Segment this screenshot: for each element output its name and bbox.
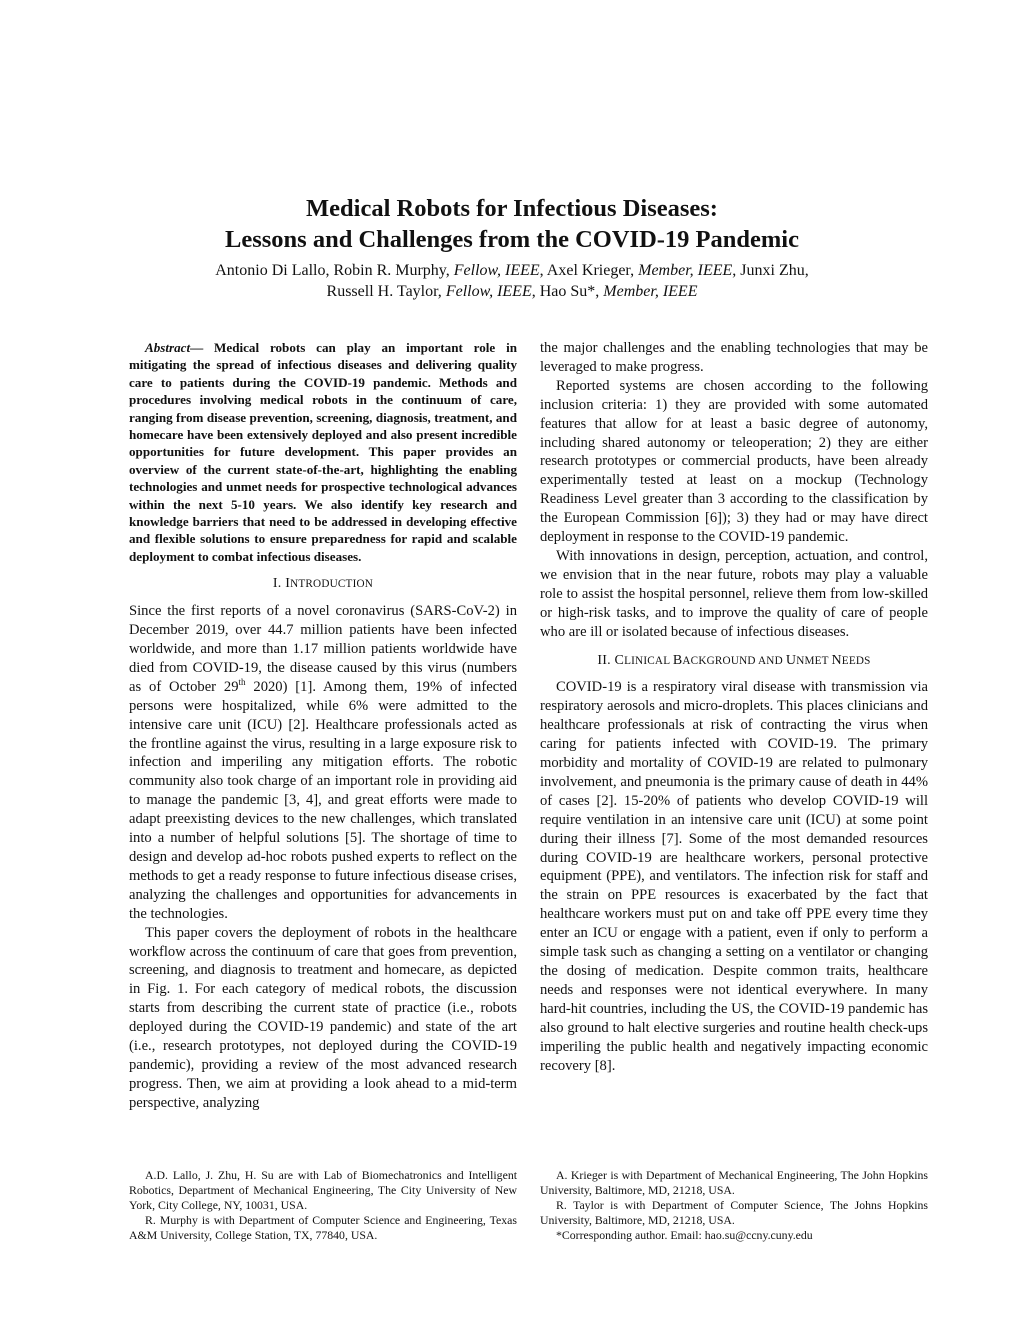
heading-cap: B xyxy=(672,652,683,668)
footnote: A. Krieger is with Department of Mechanical Engineering, The John Hopkins University, Baltimore, MD, 21218, USA. xyxy=(540,1168,928,1197)
abstract xyxy=(129,339,517,565)
section-heading-introduction xyxy=(129,575,517,594)
section-number: I. xyxy=(272,576,286,592)
author-text: , Axel Krieger, xyxy=(539,262,639,279)
abstract-text: Medical robots can play an important role in mitigating the spread of infectious diseases and delivering quality care to patients during the COVID-19 pandemic. Methods and procedures involving medical robots in the continuum of care, ranging from disease prevention, screening, diagnosis, treatment, and homecare have been extensively deployed and also present incredible opportunities for future development. This paper provides an overview of the current state-of-the-art, highlighting the enabling technologies and unmet needs for prospective technological advances within the next 5-10 years. We also identify key research and knowledge barriers that need to be addressed in developing effective and flexible solutions to ensure preparedness for rapid and scalable deployment to combat infectious diseases. xyxy=(129,340,517,564)
footnote-corresponding-author: *Corresponding author. Email: hao.su@ccny.cuny.edu xyxy=(556,1228,813,1242)
section-number: II. xyxy=(597,652,615,668)
author-role: Fellow, IEEE xyxy=(445,283,532,300)
footnote: A.D. Lallo, J. Zhu, H. Su are with Lab of Biomechatronics and Intelligent Robotics, Department of Mechanical Engineering, The City University of New York, City College, NY, 10031, USA. xyxy=(129,1168,517,1212)
superscript: th xyxy=(238,676,246,687)
footnote: R. Taylor is with Department of Computer Science, The Johns Hopkins University, Baltimore, MD, 21218, USA. xyxy=(540,1198,928,1227)
author-text: , Hao Su*, xyxy=(531,283,604,300)
heading-smallcaps: ACKGROUND AND xyxy=(682,654,786,667)
right-column xyxy=(540,339,928,1075)
intro-paragraph-1 xyxy=(129,602,517,923)
author-text: Russell H. Taylor, xyxy=(326,283,446,300)
clinical-paragraph-1: COVID-19 is a respiratory viral disease with transmission via respiratory aerosols and micro-droplets. This places clinicians and healthcare professionals at risk of contracting the virus when caring for patients infected with COVID-19. The primary morbidity and mortality of COVID-19 are related to pulmonary involvement, and pneumonia is the primary cause of death in 44% of cases [2]. 15-20% of patients who develop COVID-19 will require ventilation in an intensive care unit (ICU) at some point during their illness [7]. Some of the most demanded resources during COVID-19 are healthcare workers, personal protective equipment (PPE), and ventilators. The infection risk for staff and the strain on PPE resources is exacerbated by the fact that healthcare workers must put on and take off PPE every time they enter an ICU or engage with a patient, even if only to perform a simple task such as changing a setting on a ventilator or changing the dosing of medication. Despite common traits, healthcare needs and responses were not identical everywhere. In many hard-hit countries, including the US, the COVID-19 pandemic has also ground to halt elective surgeries and routine health check-ups imperiling the public health and negatively impacting economic recovery [8]. xyxy=(540,679,928,1074)
author-text: Antonio Di Lallo, Robin R. Murphy, xyxy=(215,262,454,279)
heading-cap: I xyxy=(285,576,291,592)
heading-cap: N xyxy=(831,652,842,668)
author-role: Member, IEEE xyxy=(638,262,733,279)
author-role: Fellow, IEEE xyxy=(453,262,540,279)
abstract-dash: — xyxy=(190,340,215,355)
para-text: 2020) [1]. Among them, 19% of infected persons were hospitalized, while 6% were admitted to the intensive care unit (ICU) [2]. Healthcare professionals acted as the frontline against the virus, resulting in a large exposure risk to infection and imperiling any mitigation efforts. The robotic community also took charge of an important role in providing aid to manage the pandemic [3, 4], and great efforts were made to adapt preexisting devices to the new challenges, which translated into a number of helpful solutions [5]. The shortage of time to design and develop ad-hoc robots pushed experts to reflect on the methods to get a ready response to future infectious disease crises, analyzing the challenges and opportunities for advancements in the technologies. xyxy=(129,678,517,922)
abstract-label: Abstract xyxy=(145,340,191,355)
author-text: , Junxi Zhu, xyxy=(732,262,809,279)
footnotes-left xyxy=(129,1168,517,1243)
heading-smallcaps: NTRODUCTION xyxy=(290,578,374,591)
intro-paragraph-2: This paper covers the deployment of robots in the healthcare workflow across the continuum of care that goes from prevention, screening, and diagnosis to treatment and homecare, as depicted in Fig. 1. For each category of medical robots, the discussion starts from describing the current state of practice (i.e., robots deployed during the COVID-19 pandemic) and state of the art (i.e., research prototypes, not deployed during the COVID-19 pandemic), providing a review of the most advanced research progress. Then, we aim at providing a look ahead to a mid-term perspective, analyzing xyxy=(129,924,517,1111)
paper-title xyxy=(0,193,1024,255)
section-heading-clinical-background xyxy=(540,652,928,671)
footnote: R. Murphy is with Department of Computer Science and Engineering, Texas A&M University, College Station, TX, 77840, USA. xyxy=(129,1213,517,1242)
heading-cap: U xyxy=(785,652,797,668)
author-role: Member, IEEE xyxy=(603,283,698,300)
left-column xyxy=(129,339,517,1113)
heading-smallcaps: LINICAL xyxy=(624,654,673,667)
intro-paragraph-4: Reported systems are chosen according to the following inclusion criteria: 1) they are provided with some automated features that allow for at least a basic degree of autonomy, including shared autonomy or teleoperation; 2) they are either research prototypes or commercial products, have been already experimentally tested at least on a mockup (Technology Readiness Level greater than 3 according to the classification by the European Commission [6]); 3) they had or may have direct deployment in response to the COVID-19 pandemic. xyxy=(540,377,928,546)
heading-smallcaps: NMET xyxy=(796,654,832,667)
intro-paragraph-5: With innovations in design, perception, actuation, and control, we envision that in the near future, robots may play a valuable role to assist the hospital personnel, relieve them from low-skilled or high-risk tasks, and to improve the quality of care of people who are ill or isolated because of infectious diseases. xyxy=(540,547,928,640)
title-line-1: Medical Robots for Infectious Diseases: xyxy=(306,195,718,222)
author-list xyxy=(150,260,874,302)
heading-smallcaps: EEDS xyxy=(841,654,871,667)
para-text: Since the first reports of a novel coronavirus (SARS-CoV-2) in December 2019, over 44.7 million patients have been infected worldwide, and more than 1.17 million patients worldwide have died from COVID-19, the disease caused by this virus (numbers as of October 29 xyxy=(129,603,517,695)
heading-cap: C xyxy=(614,652,625,668)
footnotes-right xyxy=(540,1168,928,1243)
title-line-2: Lessons and Challenges from the COVID-19 Pandemic xyxy=(225,226,799,253)
intro-paragraph-3: the major challenges and the enabling technologies that may be leveraged to make progress. xyxy=(540,340,928,375)
